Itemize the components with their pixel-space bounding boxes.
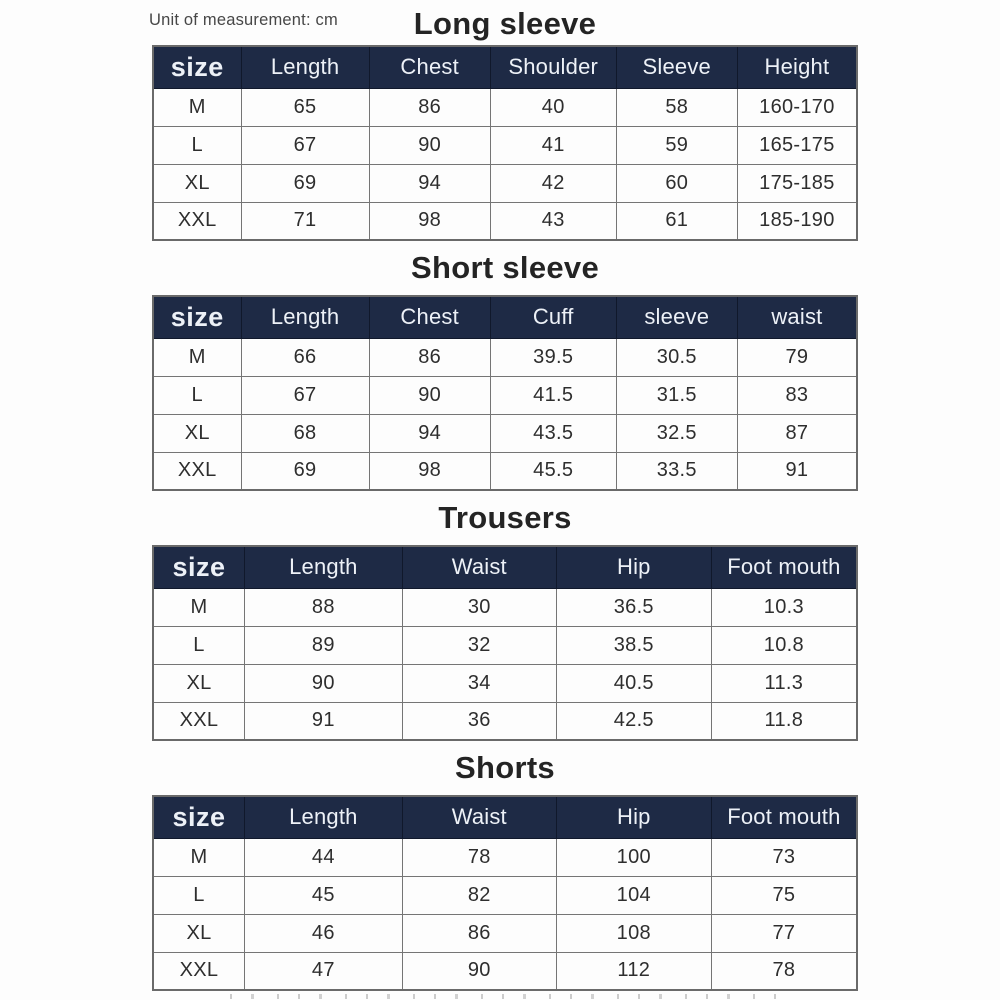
value-cell: 36.5 [556,588,711,626]
table-row [153,952,857,990]
table-row [153,876,857,914]
header-cell: Hip [556,796,711,838]
value-cell: 30 [402,588,556,626]
value-cell: 75 [711,876,857,914]
value-cell: 112 [556,952,711,990]
value-cell: 86 [369,338,490,376]
value-cell: 45 [245,876,403,914]
section-long-sleeve [152,0,858,241]
size-cell: XL [153,914,245,952]
value-cell: 98 [369,202,490,240]
table-short-sleeve [152,295,858,491]
table-row [153,452,857,490]
value-cell: 42.5 [556,702,711,740]
size-cell: M [153,838,245,876]
value-cell: 69 [241,452,369,490]
table-shorts [152,795,858,991]
header-cell: Length [241,296,369,338]
header-cell: Foot mouth [711,796,857,838]
value-cell: 38.5 [556,626,711,664]
value-cell: 32 [402,626,556,664]
value-cell: 90 [402,952,556,990]
value-cell: 10.8 [711,626,857,664]
size-header-cell: size [153,546,245,588]
section-shorts [152,741,858,991]
value-cell: 69 [241,164,369,202]
value-cell: 185-190 [737,202,857,240]
size-cell: M [153,88,241,126]
table-row [153,376,857,414]
size-cell: XXL [153,202,241,240]
value-cell: 94 [369,414,490,452]
value-cell: 160-170 [737,88,857,126]
value-cell: 40 [490,88,616,126]
value-cell: 45.5 [490,452,616,490]
value-cell: 30.5 [616,338,737,376]
value-cell: 11.8 [711,702,857,740]
section-title-row [152,0,858,45]
value-cell: 73 [711,838,857,876]
section-title-trousers: Trousers [438,500,572,535]
table-row [153,664,857,702]
value-cell: 68 [241,414,369,452]
value-cell: 83 [737,376,857,414]
value-cell: 88 [245,588,403,626]
value-cell: 100 [556,838,711,876]
value-cell: 77 [711,914,857,952]
header-cell: Waist [402,546,556,588]
header-cell: Foot mouth [711,546,857,588]
value-cell: 40.5 [556,664,711,702]
value-cell: 41.5 [490,376,616,414]
table-row [153,126,857,164]
header-cell: Sleeve [616,46,737,88]
header-cell: Cuff [490,296,616,338]
section-title-row [152,491,858,545]
table-header-row [153,546,857,588]
table-row [153,588,857,626]
size-header-cell: size [153,296,241,338]
header-cell: Length [241,46,369,88]
value-cell: 71 [241,202,369,240]
header-cell: Waist [402,796,556,838]
value-cell: 46 [245,914,403,952]
table-row [153,914,857,952]
size-cell: XL [153,164,241,202]
section-title-shorts: Shorts [455,750,555,785]
value-cell: 42 [490,164,616,202]
value-cell: 41 [490,126,616,164]
value-cell: 79 [737,338,857,376]
size-cell: M [153,588,245,626]
size-cell: L [153,126,241,164]
value-cell: 108 [556,914,711,952]
table-header-row [153,296,857,338]
section-title-long-sleeve: Long sleeve [413,5,597,41]
header-cell: Length [245,546,403,588]
value-cell: 90 [369,376,490,414]
table-row [153,626,857,664]
value-cell: 67 [241,376,369,414]
value-cell: 91 [737,452,857,490]
header-cell: Length [245,796,403,838]
value-cell: 165-175 [737,126,857,164]
value-cell: 90 [369,126,490,164]
value-cell: 91 [245,702,403,740]
value-cell: 65 [241,88,369,126]
header-cell: Chest [369,46,490,88]
value-cell: 43 [490,202,616,240]
size-cell: XXL [153,452,241,490]
value-cell: 43.5 [490,414,616,452]
table-row [153,164,857,202]
section-trousers [152,491,858,741]
value-cell: 39.5 [490,338,616,376]
table-long-sleeve [152,45,858,241]
size-cell: L [153,876,245,914]
value-cell: 78 [402,838,556,876]
size-cell: L [153,626,245,664]
value-cell: 86 [369,88,490,126]
size-chart-page [152,0,858,991]
section-title-short-sleeve: Short sleeve [411,250,599,285]
section-title-row [152,241,858,295]
table-row [153,702,857,740]
table-header-row [153,46,857,88]
value-cell: 90 [245,664,403,702]
value-cell: 10.3 [711,588,857,626]
header-cell: waist [737,296,857,338]
value-cell: 44 [245,838,403,876]
header-cell: Height [737,46,857,88]
value-cell: 59 [616,126,737,164]
value-cell: 66 [241,338,369,376]
value-cell: 60 [616,164,737,202]
size-cell: L [153,376,241,414]
value-cell: 11.3 [711,664,857,702]
size-header-cell: size [153,796,245,838]
header-cell: Hip [556,546,711,588]
table-header-row [153,796,857,838]
value-cell: 87 [737,414,857,452]
value-cell: 82 [402,876,556,914]
header-cell: Chest [369,296,490,338]
value-cell: 67 [241,126,369,164]
size-cell: XL [153,664,245,702]
size-header-cell: size [153,46,241,88]
value-cell: 58 [616,88,737,126]
table-trousers [152,545,858,741]
table-row [153,338,857,376]
value-cell: 33.5 [616,452,737,490]
section-title-row [152,741,858,795]
size-cell: XXL [153,702,245,740]
table-row [153,838,857,876]
table-row [153,88,857,126]
value-cell: 78 [711,952,857,990]
size-cell: XXL [153,952,245,990]
value-cell: 104 [556,876,711,914]
cutoff-text-remnant [230,994,782,999]
value-cell: 47 [245,952,403,990]
value-cell: 86 [402,914,556,952]
value-cell: 98 [369,452,490,490]
section-short-sleeve [152,241,858,491]
table-row [153,202,857,240]
value-cell: 31.5 [616,376,737,414]
value-cell: 61 [616,202,737,240]
size-cell: M [153,338,241,376]
value-cell: 94 [369,164,490,202]
unit-note: Unit of measurement: cm [149,11,338,29]
value-cell: 34 [402,664,556,702]
table-row [153,414,857,452]
value-cell: 36 [402,702,556,740]
size-cell: XL [153,414,241,452]
value-cell: 175-185 [737,164,857,202]
header-cell: sleeve [616,296,737,338]
value-cell: 32.5 [616,414,737,452]
value-cell: 89 [245,626,403,664]
header-cell: Shoulder [490,46,616,88]
